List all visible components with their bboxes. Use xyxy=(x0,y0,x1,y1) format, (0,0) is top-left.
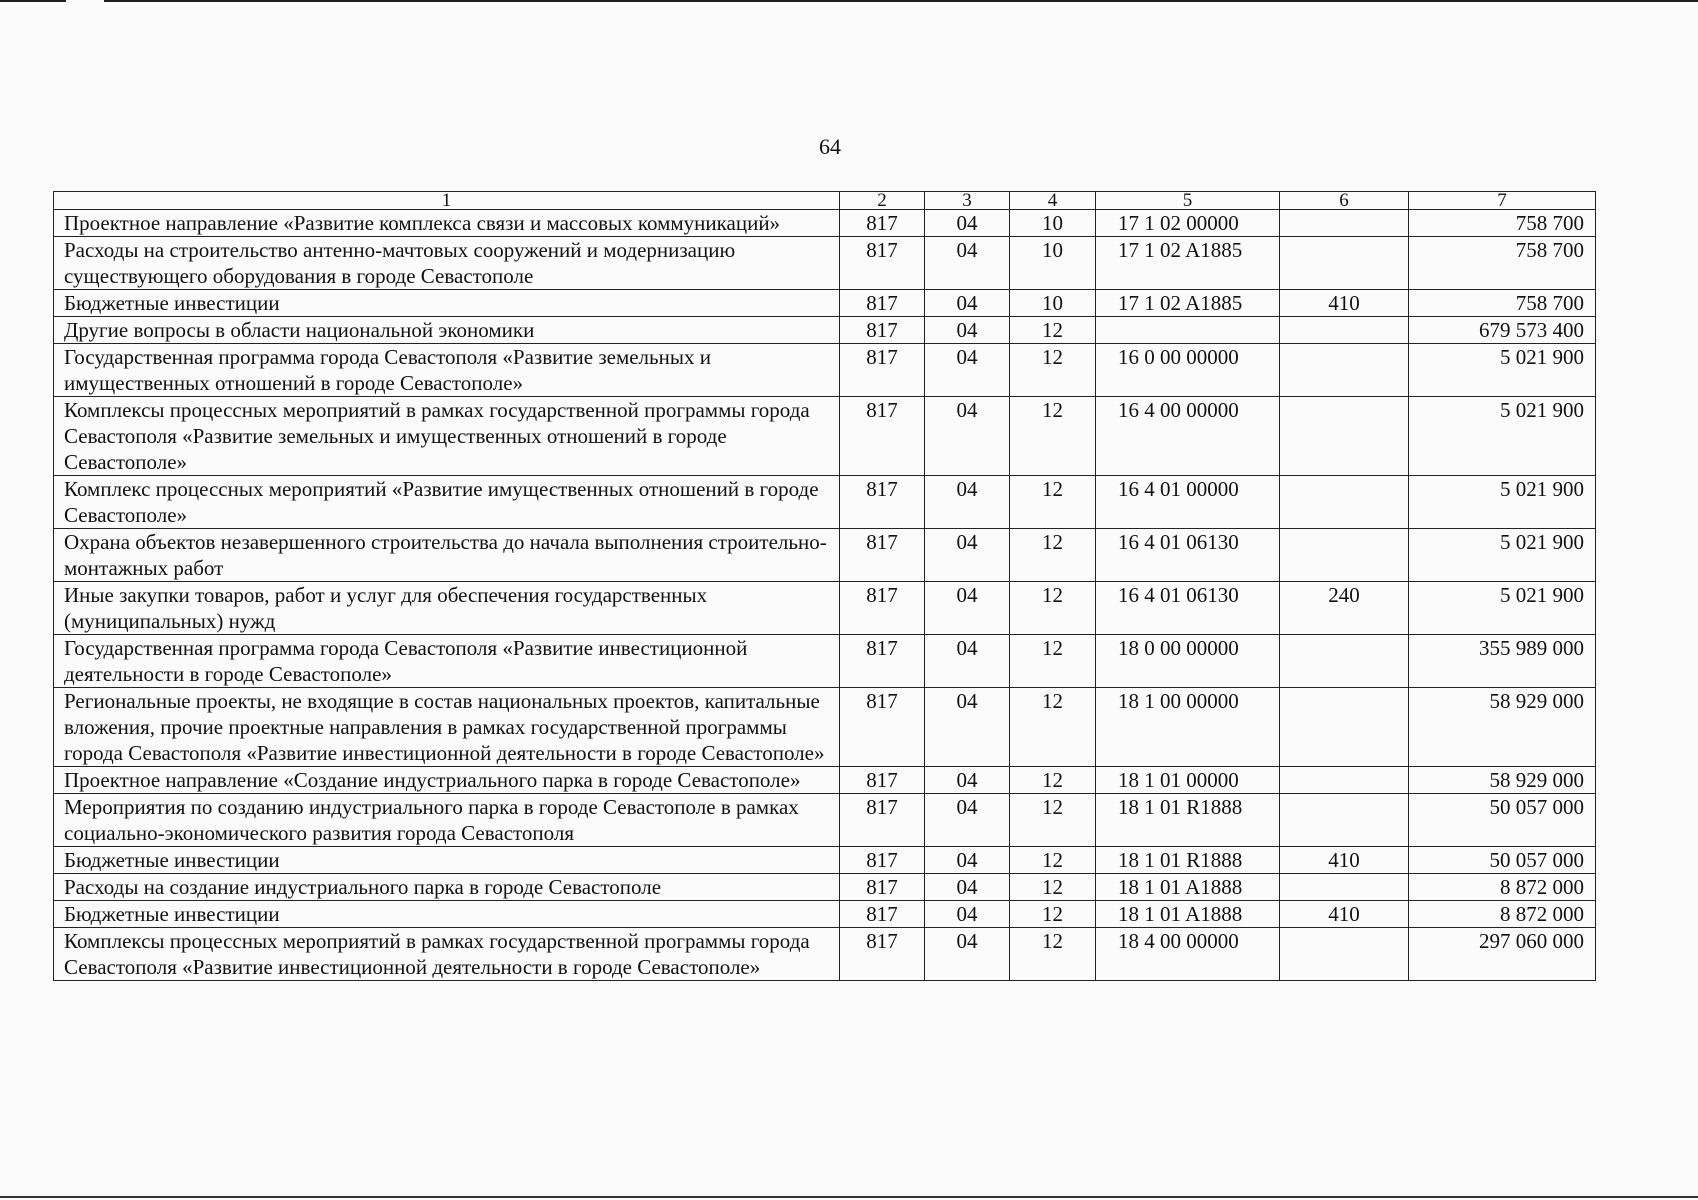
row-col-7: 5 021 900 xyxy=(1409,582,1596,635)
row-col-4: 10 xyxy=(1010,210,1096,237)
row-name: Комплекс процессных мероприятий «Развитие имущественных отношений в городе Севастополе» xyxy=(54,476,840,529)
header-row xyxy=(54,192,1596,210)
row-col-4: 12 xyxy=(1010,688,1096,767)
row-col-7: 50 057 000 xyxy=(1409,794,1596,847)
row-col-3: 04 xyxy=(925,529,1010,582)
row-col-4: 10 xyxy=(1010,290,1096,317)
row-col-7: 758 700 xyxy=(1409,210,1596,237)
row-col-5: 18 1 00 00000 xyxy=(1096,688,1280,767)
row-col-7: 5 021 900 xyxy=(1409,529,1596,582)
row-col-5: 18 4 00 00000 xyxy=(1096,928,1280,981)
row-col-6 xyxy=(1280,397,1409,476)
row-col-6 xyxy=(1280,210,1409,237)
table-row xyxy=(54,344,1596,397)
row-name: Проектное направление «Создание индустриального парка в городе Севастополе» xyxy=(54,767,840,794)
row-col-7: 679 573 400 xyxy=(1409,317,1596,344)
table-row xyxy=(54,397,1596,476)
row-col-5: 16 0 00 00000 xyxy=(1096,344,1280,397)
table-row xyxy=(54,476,1596,529)
row-col-7: 5 021 900 xyxy=(1409,344,1596,397)
row-col-6: 240 xyxy=(1280,582,1409,635)
top-rule-left xyxy=(0,0,66,2)
row-col-4: 12 xyxy=(1010,529,1096,582)
table-row xyxy=(54,529,1596,582)
header-col-5: 5 xyxy=(1096,192,1280,210)
row-col-4: 12 xyxy=(1010,901,1096,928)
budget-table xyxy=(53,191,1596,981)
header-col-4: 4 xyxy=(1010,192,1096,210)
row-col-3: 04 xyxy=(925,794,1010,847)
row-col-3: 04 xyxy=(925,397,1010,476)
row-col-5: 18 1 01 A1888 xyxy=(1096,901,1280,928)
row-col-2: 817 xyxy=(840,397,925,476)
row-name: Государственная программа города Севастополя «Развитие земельных и имущественных отношений в городе Севастополе» xyxy=(54,344,840,397)
row-col-2: 817 xyxy=(840,290,925,317)
table-row xyxy=(54,290,1596,317)
row-col-6: 410 xyxy=(1280,847,1409,874)
row-name: Охрана объектов незавершенного строительства до начала выполнения строительно-монтажных работ xyxy=(54,529,840,582)
row-col-7: 58 929 000 xyxy=(1409,688,1596,767)
table-row xyxy=(54,317,1596,344)
row-col-2: 817 xyxy=(840,529,925,582)
row-col-7: 297 060 000 xyxy=(1409,928,1596,981)
row-col-7: 758 700 xyxy=(1409,237,1596,290)
row-col-5: 17 1 02 00000 xyxy=(1096,210,1280,237)
row-col-4: 12 xyxy=(1010,582,1096,635)
row-col-6: 410 xyxy=(1280,290,1409,317)
row-col-6 xyxy=(1280,237,1409,290)
row-name: Бюджетные инвестиции xyxy=(54,290,840,317)
top-rule-right xyxy=(104,0,1698,2)
row-col-6 xyxy=(1280,688,1409,767)
row-col-6 xyxy=(1280,529,1409,582)
row-col-3: 04 xyxy=(925,476,1010,529)
table-row xyxy=(54,237,1596,290)
row-col-4: 12 xyxy=(1010,344,1096,397)
header-col-2: 2 xyxy=(840,192,925,210)
row-name: Расходы на строительство антенно-мачтовых сооружений и модернизацию существующего оборудования в городе Севастополе xyxy=(54,237,840,290)
row-col-5: 18 0 00 00000 xyxy=(1096,635,1280,688)
row-col-3: 04 xyxy=(925,210,1010,237)
header-col-6: 6 xyxy=(1280,192,1409,210)
row-col-5: 18 1 01 A1888 xyxy=(1096,874,1280,901)
header-col-1: 1 xyxy=(54,192,840,210)
table-row xyxy=(54,794,1596,847)
table-row xyxy=(54,901,1596,928)
row-name: Мероприятия по созданию индустриального парка в городе Севастополе в рамках социально-экономического развития города Севастополя xyxy=(54,794,840,847)
row-col-2: 817 xyxy=(840,317,925,344)
row-col-4: 12 xyxy=(1010,635,1096,688)
bottom-rule xyxy=(0,1196,1698,1198)
row-col-3: 04 xyxy=(925,237,1010,290)
row-col-7: 355 989 000 xyxy=(1409,635,1596,688)
row-col-6 xyxy=(1280,874,1409,901)
row-col-2: 817 xyxy=(840,794,925,847)
row-col-2: 817 xyxy=(840,901,925,928)
row-col-2: 817 xyxy=(840,476,925,529)
row-col-5 xyxy=(1096,317,1280,344)
row-col-4: 12 xyxy=(1010,847,1096,874)
row-col-4: 10 xyxy=(1010,237,1096,290)
row-col-7: 758 700 xyxy=(1409,290,1596,317)
row-col-3: 04 xyxy=(925,767,1010,794)
row-col-2: 817 xyxy=(840,237,925,290)
row-col-2: 817 xyxy=(840,847,925,874)
table-body xyxy=(54,210,1596,981)
row-name: Государственная программа города Севастополя «Развитие инвестиционной деятельности в городе Севастополе» xyxy=(54,635,840,688)
row-col-4: 12 xyxy=(1010,767,1096,794)
row-name: Региональные проекты, не входящие в состав национальных проектов, капитальные вложения, прочие проектные направления в рамках государственной программы города Севастополя «Развитие инвестиционной деятельности в городе Севастополе» xyxy=(54,688,840,767)
row-col-7: 58 929 000 xyxy=(1409,767,1596,794)
table-row xyxy=(54,874,1596,901)
row-col-7: 50 057 000 xyxy=(1409,847,1596,874)
table-row xyxy=(54,928,1596,981)
row-col-5: 16 4 01 00000 xyxy=(1096,476,1280,529)
row-col-2: 817 xyxy=(840,210,925,237)
table-row xyxy=(54,635,1596,688)
row-col-3: 04 xyxy=(925,901,1010,928)
table-row xyxy=(54,688,1596,767)
row-col-3: 04 xyxy=(925,874,1010,901)
row-name: Расходы на создание индустриального парка в городе Севастополе xyxy=(54,874,840,901)
row-col-6 xyxy=(1280,928,1409,981)
row-col-2: 817 xyxy=(840,582,925,635)
row-col-4: 12 xyxy=(1010,874,1096,901)
row-col-2: 817 xyxy=(840,874,925,901)
row-col-5: 17 1 02 A1885 xyxy=(1096,290,1280,317)
row-col-7: 5 021 900 xyxy=(1409,476,1596,529)
row-col-2: 817 xyxy=(840,767,925,794)
row-col-5: 16 4 01 06130 xyxy=(1096,529,1280,582)
row-name: Комплексы процессных мероприятий в рамках государственной программы города Севастополя «Развитие инвестиционной деятельности в городе Севастополе» xyxy=(54,928,840,981)
row-name: Другие вопросы в области национальной экономики xyxy=(54,317,840,344)
row-col-5: 18 1 01 00000 xyxy=(1096,767,1280,794)
page-number: 64 xyxy=(819,134,841,159)
row-col-3: 04 xyxy=(925,688,1010,767)
row-col-2: 817 xyxy=(840,928,925,981)
row-name: Иные закупки товаров, работ и услуг для обеспечения государственных (муниципальных) нужд xyxy=(54,582,840,635)
row-col-4: 12 xyxy=(1010,397,1096,476)
row-col-6 xyxy=(1280,344,1409,397)
row-col-2: 817 xyxy=(840,688,925,767)
row-col-6: 410 xyxy=(1280,901,1409,928)
row-col-3: 04 xyxy=(925,847,1010,874)
header-col-7: 7 xyxy=(1409,192,1596,210)
table-row xyxy=(54,847,1596,874)
row-col-6 xyxy=(1280,476,1409,529)
header-col-3: 3 xyxy=(925,192,1010,210)
row-col-4: 12 xyxy=(1010,317,1096,344)
row-name: Комплексы процессных мероприятий в рамках государственной программы города Севастополя «Развитие земельных и имущественных отношений в городе Севастополе» xyxy=(54,397,840,476)
row-col-7: 8 872 000 xyxy=(1409,901,1596,928)
row-col-5: 18 1 01 R1888 xyxy=(1096,847,1280,874)
row-col-2: 817 xyxy=(840,635,925,688)
row-col-3: 04 xyxy=(925,344,1010,397)
row-col-4: 12 xyxy=(1010,928,1096,981)
row-col-5: 17 1 02 A1885 xyxy=(1096,237,1280,290)
row-col-4: 12 xyxy=(1010,476,1096,529)
row-col-3: 04 xyxy=(925,317,1010,344)
row-col-5: 16 4 00 00000 xyxy=(1096,397,1280,476)
row-col-7: 5 021 900 xyxy=(1409,397,1596,476)
row-name: Проектное направление «Развитие комплекса связи и массовых коммуникаций» xyxy=(54,210,840,237)
row-col-7: 8 872 000 xyxy=(1409,874,1596,901)
row-col-6 xyxy=(1280,767,1409,794)
row-col-3: 04 xyxy=(925,582,1010,635)
table-row xyxy=(54,210,1596,237)
row-col-6 xyxy=(1280,635,1409,688)
table-row xyxy=(54,767,1596,794)
row-col-6 xyxy=(1280,794,1409,847)
row-col-4: 12 xyxy=(1010,794,1096,847)
row-col-6 xyxy=(1280,317,1409,344)
table-row xyxy=(54,582,1596,635)
row-col-5: 18 1 01 R1888 xyxy=(1096,794,1280,847)
row-col-5: 16 4 01 06130 xyxy=(1096,582,1280,635)
row-col-3: 04 xyxy=(925,290,1010,317)
row-name: Бюджетные инвестиции xyxy=(54,901,840,928)
row-col-3: 04 xyxy=(925,928,1010,981)
row-col-2: 817 xyxy=(840,344,925,397)
row-name: Бюджетные инвестиции xyxy=(54,847,840,874)
row-col-3: 04 xyxy=(925,635,1010,688)
